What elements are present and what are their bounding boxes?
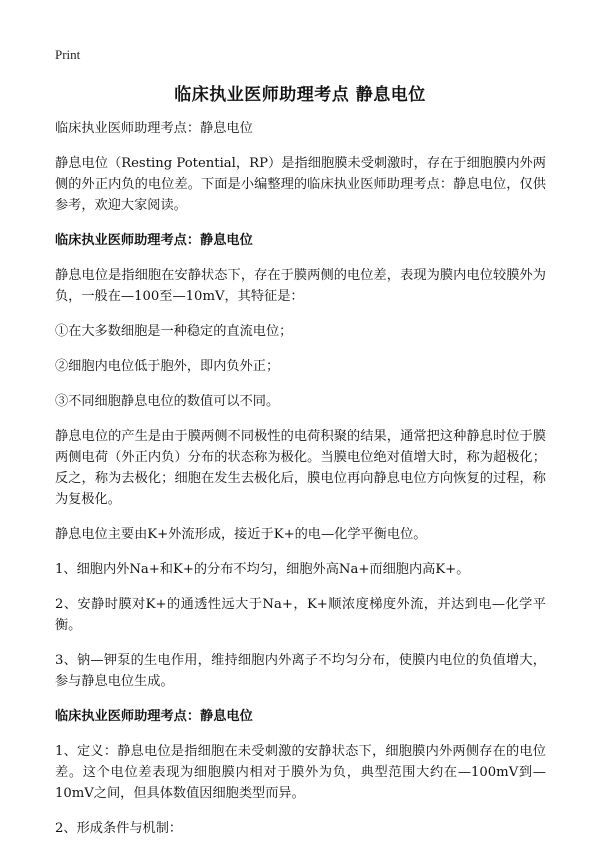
feature-item-3: ③不同细胞静息电位的数值可以不同。 — [55, 394, 280, 409]
list-item-3: 3、钠—钾泵的生电作用，维持细胞内外离子不均匀分布，使膜内电位的负值增大，参与静息电位生成。 — [55, 653, 546, 689]
feature-item-2: ②细胞内电位低于胞外，即内负外正； — [55, 359, 280, 374]
section-heading-1: 临床执业医师助理考点：静息电位 — [55, 233, 253, 248]
list-item-2: 2、安静时膜对K+的通透性远大于Na+，K+顺浓度梯度外流，并达到电—化学平衡。 — [55, 597, 546, 633]
subtitle: 临床执业医师助理考点：静息电位 — [55, 121, 253, 136]
paragraph: 静息电位是指细胞在安静状态下，存在于膜两侧的电位差，表现为膜内电位较膜外为负，一般在—100至—10mV，其特征是： — [55, 268, 546, 304]
article-body — [55, 118, 546, 853]
paragraph: 2、形成条件与机制： — [55, 821, 183, 836]
print-label[interactable]: Print — [55, 47, 81, 62]
intro-paragraph: 静息电位（Resting Potential，RP）是指细胞膜未受刺激时，存在于细胞膜内外两侧的外正内负的电位差。下面是小编整理的临床执业医师助理考点：静息电位，仅供参考，欢迎大家阅读。 — [55, 156, 546, 213]
section-heading-2: 临床执业医师助理考点：静息电位 — [55, 709, 253, 724]
paragraph: 静息电位主要由K+外流形成，接近于K+的电—化学平衡电位。 — [55, 527, 427, 542]
feature-item-1: ①在大多数细胞是一种稳定的直流电位； — [55, 324, 293, 339]
list-item-1: 1、细胞内外Na+和K+的分布不均匀，细胞外高Na+而细胞内高K+。 — [55, 562, 470, 577]
definition-paragraph: 1、定义：静息电位是指细胞在未受刺激的安静状态下，细胞膜内外两侧存在的电位差。这个电位差表现为细胞膜内相对于膜外为负，典型范围大约在—100mV到—10mV之间，但具体数值因细胞类型而异。 — [55, 744, 546, 801]
page-title: 临床执业医师助理考点 静息电位 — [174, 85, 426, 105]
paragraph: 静息电位的产生是由于膜两侧不同极性的电荷积聚的结果，通常把这种静息时位于膜两侧电荷（外正内负）分布的状态称为极化。当膜电位绝对值增大时，称为超极化；反之，称为去极化；细胞在发生去极化后，膜电位再向静息电位方向恢复的过程，称为复极化。 — [55, 429, 546, 507]
